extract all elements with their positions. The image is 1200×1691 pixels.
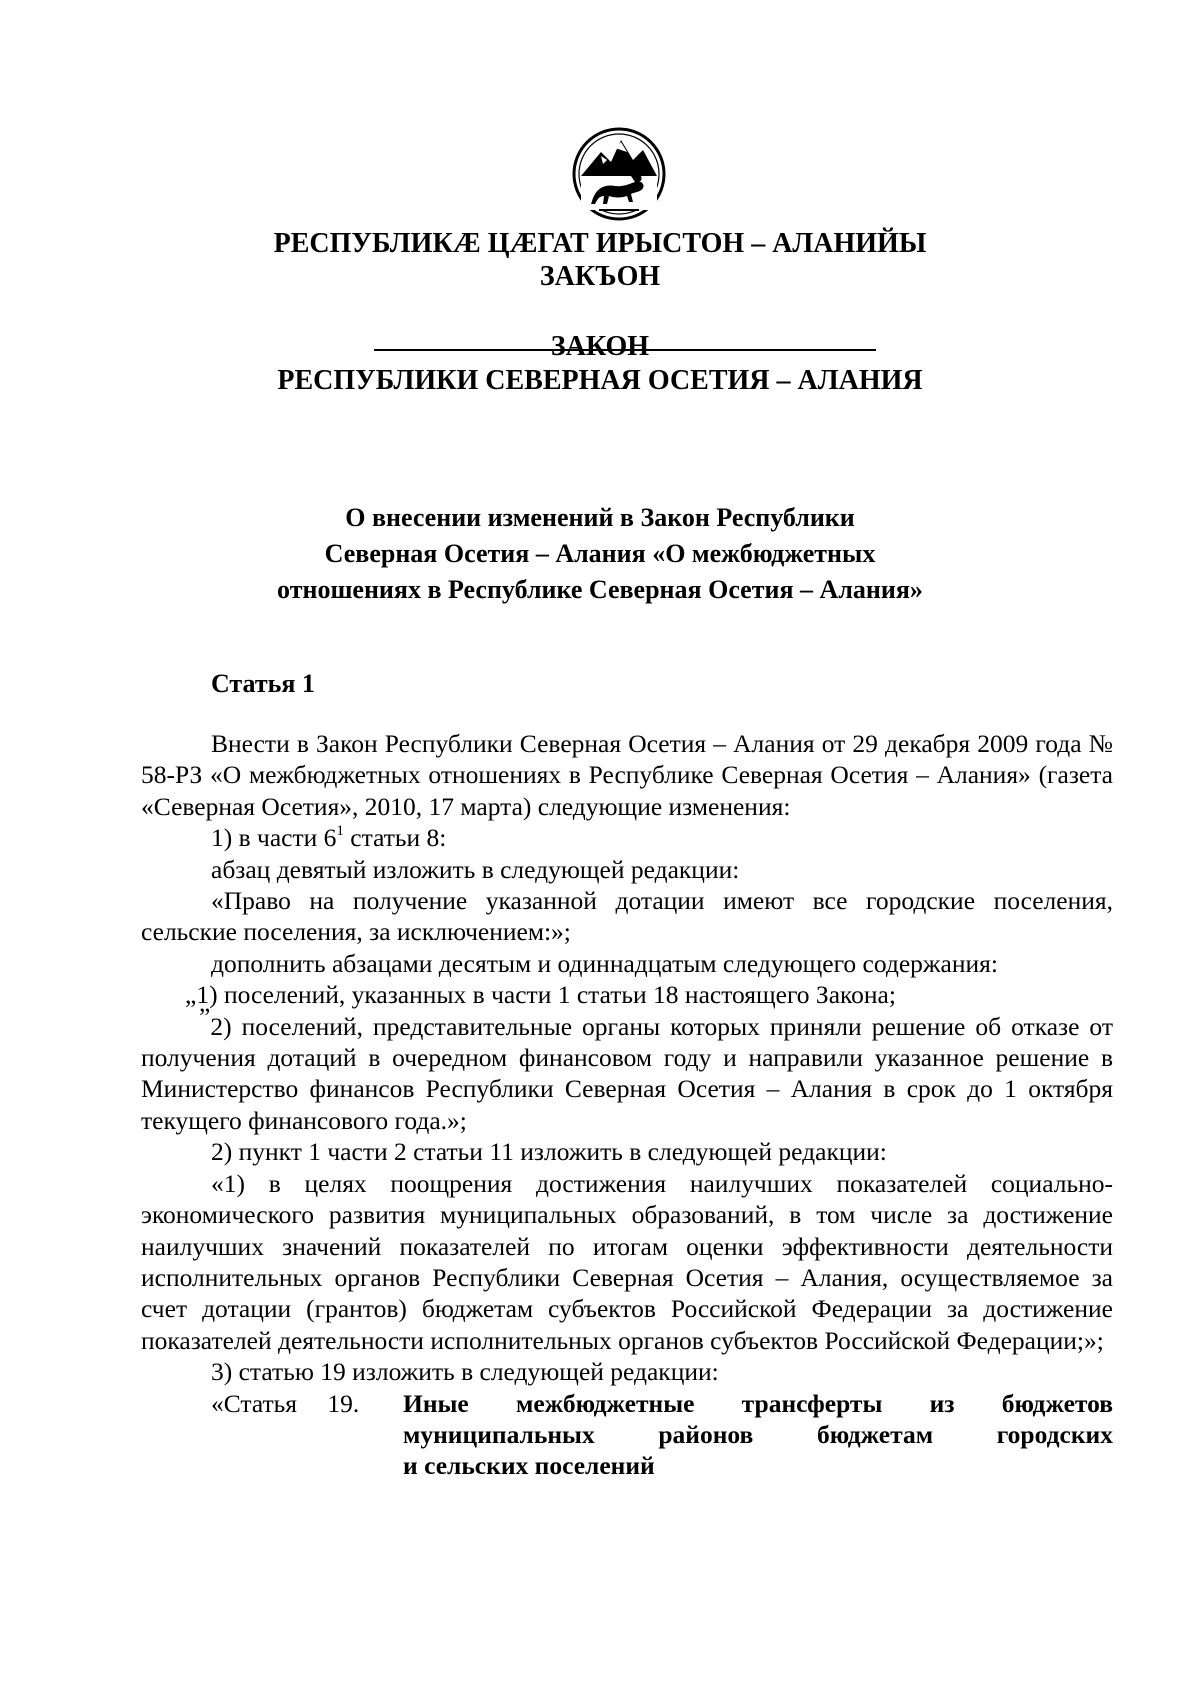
header-russian-line1: ЗАКОН bbox=[550, 331, 650, 362]
sub-item-1-text: 1) поселений, указанных в части 1 статьи 18 настоящего Закона; bbox=[196, 980, 896, 1010]
sub-item-1 bbox=[141, 979, 1113, 1010]
law-title-line3: отношениях в Республике Северная Осетия – Алания» bbox=[277, 575, 923, 604]
article-1-heading: Статья 1 bbox=[211, 669, 315, 698]
law-title bbox=[0, 500, 1200, 608]
sub-item-2-text: 2) поселений, представительные органы которых приняли решение об отказе от получения дотаций в очередном финансовом году и направили указанное решение в Министерство финансов Республики Северная Осетия – Алания в срок до 1 октября текущего финансового года.»; bbox=[141, 1011, 1113, 1135]
law-title-line1: О внесении изменений в Закон Республики bbox=[345, 503, 855, 532]
intro-paragraph: Внести в Закон Республики Северная Осетия – Алания от 29 декабря 2009 года № 58-РЗ «О межбюджетных отношениях в Республике Северная Осетия – Алания» (газета «Северная Осетия», 2010, 17 марта) следующие изменения: bbox=[141, 729, 1113, 821]
article-19-label bbox=[141, 1388, 403, 1482]
item-1-text-a: 1) в части 6 bbox=[211, 823, 337, 853]
article-1-body bbox=[141, 728, 1113, 1482]
low-quote-mark: „ bbox=[185, 980, 197, 1010]
article-19-word: «Статья bbox=[211, 1388, 298, 1418]
item-2: 2) пункт 1 части 2 статьи 11 изложить в следующей редакции: bbox=[211, 1137, 887, 1167]
item-1-text-b: статьи 8: bbox=[343, 823, 447, 853]
paragraph-ninth: абзац девятый изложить в следующей редакции: bbox=[211, 854, 740, 884]
article-19-number: 19. bbox=[327, 1388, 360, 1418]
article-19-title-line2: муниципальных районов бюджетам городских bbox=[403, 1419, 1113, 1449]
add-paragraphs: дополнить абзацами десятым и одиннадцатым следующего содержания: bbox=[211, 948, 998, 978]
item-3: 3) статью 19 изложить в следующей редакции: bbox=[211, 1357, 719, 1387]
header-russian-line2: РЕСПУБЛИКИ СЕВЕРНАЯ ОСЕТИЯ – АЛАНИЯ bbox=[277, 365, 923, 396]
coat-of-arms-emblem bbox=[571, 126, 667, 222]
header-ossetian-line1: РЕСПУБЛИКÆ ЦÆГАТ ИРЫСТОН – АЛАНИЙЫ bbox=[273, 228, 927, 259]
item-1 bbox=[141, 822, 1113, 853]
law-title-line2: Северная Осетия – Алания «О межбюджетных bbox=[324, 539, 876, 568]
item-1-superscript: 1 bbox=[336, 822, 344, 839]
article-19-heading bbox=[141, 1388, 1113, 1482]
article-19-title-line1: Иные межбюджетные трансферты из бюджетов bbox=[403, 1388, 1113, 1418]
article-19-title-line3: и сельских поселений bbox=[403, 1451, 655, 1481]
header-ossetian-line2: ЗАКЪОН bbox=[539, 261, 661, 292]
quote-right-paragraph: «Право на получение указанной дотации имеют все городские поселения, сельские поселения, за исключением:»; bbox=[141, 886, 1113, 947]
high-quote-mark: ” bbox=[199, 1001, 211, 1031]
item-2-quote: «1) в целях поощрения достижения наилучших показателей социально-экономического развития муниципальных образований, в том числе за достижение наилучших значений показателей по итогам оценки эффективности деятельности исполнительных органов Республики Северная Осетия – Алания, осуществляемое за счет дотации (грантов) бюджетам субъектов Российской Федерации за достижение показателей деятельности исполнительных органов субъектов Российской Федерации;»; bbox=[141, 1168, 1113, 1355]
article-19-title bbox=[403, 1388, 1113, 1482]
sub-item-2 bbox=[141, 1001, 1113, 1137]
